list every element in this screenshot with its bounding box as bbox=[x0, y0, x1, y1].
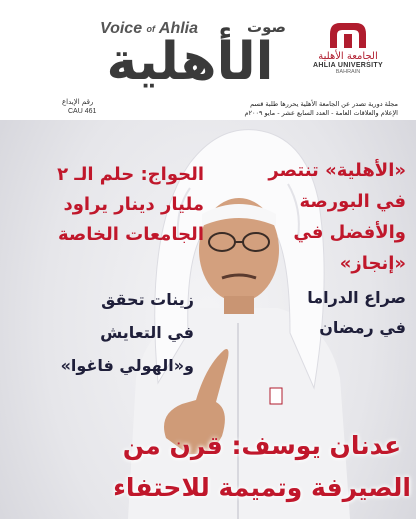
deposit-number-label: رقم الإيداع bbox=[62, 98, 94, 106]
tagline-line-1: مجلة دورية تصدر عن الجامعة الأهلية يحررها طلبة قسم bbox=[250, 100, 398, 108]
cover-tagline bbox=[98, 100, 398, 118]
headline-line: و«الهولي فاغوا» bbox=[60, 356, 194, 375]
masthead-of: of bbox=[146, 23, 156, 34]
university-logo bbox=[298, 20, 398, 100]
masthead-title: الأهلية bbox=[106, 32, 274, 92]
university-name-ar: الجامعة الأهلية bbox=[318, 51, 378, 62]
headline-adnan-yousif-main bbox=[112, 425, 412, 509]
university-city: BAHRAIN bbox=[335, 69, 361, 75]
headline-zeinat-coexistence bbox=[54, 283, 194, 382]
ahlia-arch-icon bbox=[326, 20, 370, 50]
masthead-sawt: صوت bbox=[247, 18, 286, 36]
headline-hawaj-private-universities bbox=[14, 160, 204, 250]
headline-line: زينات تحقق bbox=[101, 290, 194, 309]
masthead-voice: Voice bbox=[100, 20, 143, 37]
cover-header bbox=[0, 0, 416, 120]
university-name-en: AHLIA UNIVERSITY bbox=[313, 62, 383, 69]
headline-line: «إنجاز» bbox=[339, 253, 406, 274]
tagline-line-2: الإعلام والعلاقات العامة - العدد السابع عشر - مايو ٢٠٠٩م bbox=[244, 109, 398, 117]
deposit-number: CAU 461 bbox=[68, 108, 97, 115]
headline-line: في التعايش bbox=[100, 323, 194, 342]
headline-line: الجامعات الخاصة bbox=[57, 224, 204, 245]
headline-line: «الأهلية» تنتصر bbox=[268, 160, 406, 181]
headline-line: صراع الدراما bbox=[307, 288, 406, 307]
headline-line: الصيرفة وتميمة للاحتفاء bbox=[113, 473, 411, 502]
headline-line: في رمضان bbox=[319, 318, 406, 337]
headline-line: الحواج: حلم الـ ٢ bbox=[57, 164, 204, 185]
masthead-ahlia: Ahlia bbox=[158, 20, 199, 37]
headline-line: في البورصة bbox=[299, 191, 406, 212]
masthead bbox=[80, 18, 300, 98]
headline-ramadan-drama bbox=[266, 283, 406, 343]
headline-ahlia-stock-exchange bbox=[256, 155, 406, 279]
headline-line: مليار دينار يراود bbox=[63, 194, 204, 215]
headline-line: والأفضل في bbox=[293, 222, 406, 243]
headline-line: عدنان يوسف: قرن من bbox=[122, 431, 402, 460]
